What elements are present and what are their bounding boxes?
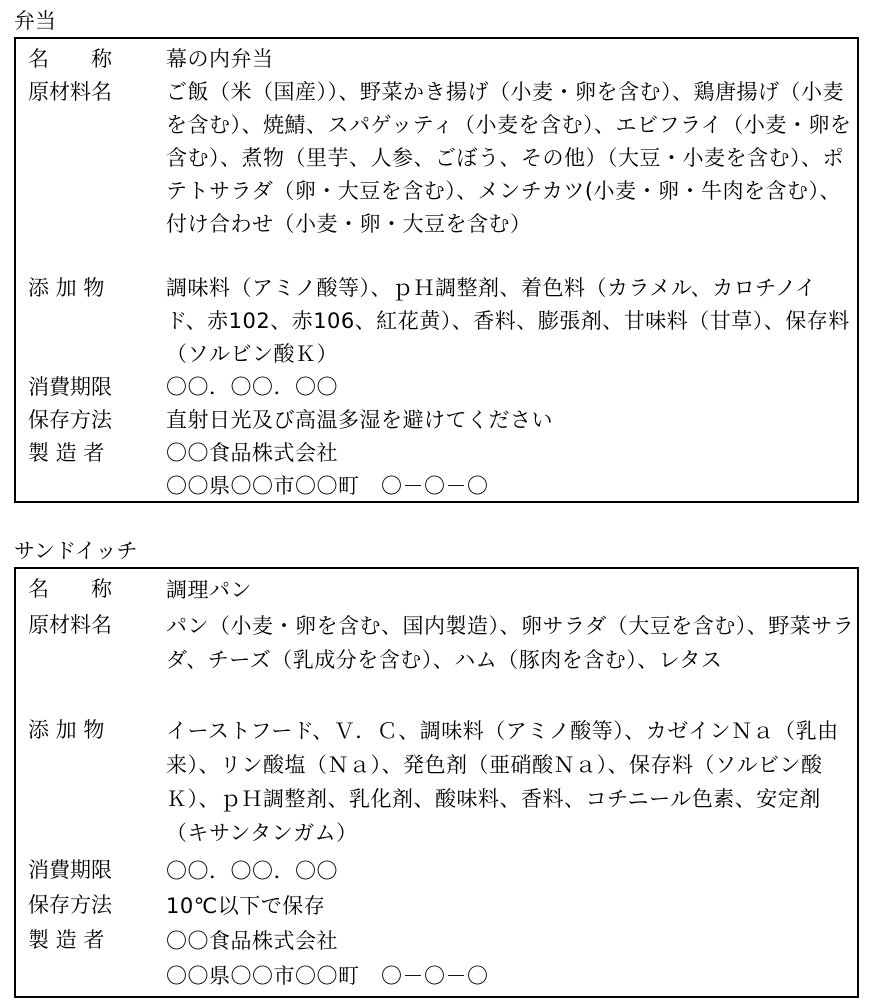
sandwich-ingredients-label: 原材料名 bbox=[28, 613, 112, 637]
sandwich-name-value: 調理パン bbox=[166, 578, 252, 602]
sandwich-additives-label: 添 加 物 bbox=[28, 718, 105, 742]
sandwich-label-box bbox=[14, 567, 859, 998]
bento-expiry-value: 〇〇．〇〇．〇〇 bbox=[166, 375, 338, 399]
bento-row-storage bbox=[16, 404, 857, 437]
bento-storage-label: 保存方法 bbox=[28, 408, 112, 432]
bento-row-ingredients bbox=[16, 76, 857, 272]
sandwich-expiry-value: 〇〇．〇〇．〇〇 bbox=[166, 859, 338, 883]
bento-storage-value: 直射日光及び高温多湿を避けてください bbox=[166, 408, 553, 432]
bento-address-value: 〇〇県〇〇市〇〇町 〇－〇－〇 bbox=[166, 474, 489, 498]
sandwich-manufacturer-label: 製 造 者 bbox=[28, 928, 105, 952]
sandwich-row-ingredients bbox=[16, 609, 857, 711]
sandwich-section-title: サンドイッチ bbox=[14, 539, 138, 563]
bento-expiry-label: 消費期限 bbox=[28, 375, 112, 399]
sandwich-additives-value: イーストフード、Ｖ．Ｃ、調味料（アミノ酸等）、カゼインＮａ（乳由来）、リン酸塩（Ｎａ）、発色剤（亜硝酸Ｎａ）、保存料（ソルビン酸Ｋ）、ｐＨ調整剤、乳化剤、酸味料、香料、コチニール色素、安定剤（キサンタンガム） bbox=[166, 719, 839, 845]
bento-section-title: 弁当 bbox=[14, 9, 56, 33]
sandwich-row-additives bbox=[16, 714, 857, 850]
sandwich-row-address bbox=[16, 959, 857, 993]
bento-ingredients-label: 原材料名 bbox=[28, 80, 112, 104]
sandwich-name-label: 名 称 bbox=[28, 577, 112, 601]
sandwich-storage-label: 保存方法 bbox=[28, 893, 112, 917]
bento-additives-value: 調味料（アミノ酸等）、ｐＨ調整剤、着色料（カラメル、カロチノイド、赤102、赤106、紅花黄）、香料、膨張剤、甘味料（甘草）、保存料（ソルビン酸Ｋ） bbox=[166, 276, 850, 366]
sandwich-ingredients-value: パン（小麦・卵を含む、国内製造）、卵サラダ（大豆を含む）、野菜サラダ、チーズ（乳成分を含む）、ハム（豚肉を含む）、レタス bbox=[166, 614, 855, 672]
bento-row-name bbox=[16, 43, 857, 76]
sandwich-storage-value: 10℃以下で保存 bbox=[166, 894, 326, 918]
bento-row-manufacturer bbox=[16, 437, 857, 470]
sandwich-row-expiry bbox=[16, 854, 857, 888]
sandwich-row-manufacturer bbox=[16, 924, 857, 958]
bento-ingredients-value: ご飯（米（国産））、野菜かき揚げ（小麦・卵を含む）、鶏唐揚げ（小麦を含む）、焼鯖、スパゲッティ（小麦を含む）、エビフライ（小麦・卵を含む）、煮物（里芋、人参、ごぼう、その他）（大豆・小麦を含む）、ポテトサラダ（卵・大豆を含む）、メンチカツ(小麦・卵・牛肉を含む）、付け合わせ（小麦・卵・大豆を含む） bbox=[166, 80, 852, 236]
sandwich-address-value: 〇〇県〇〇市〇〇町 〇－〇－〇 bbox=[166, 964, 489, 988]
sandwich-manufacturer-value: 〇〇食品株式会社 bbox=[166, 929, 338, 953]
bento-label-box bbox=[14, 37, 859, 503]
bento-row-address bbox=[16, 470, 857, 503]
bento-additives-label: 添 加 物 bbox=[28, 276, 105, 300]
bento-name-label: 名 称 bbox=[28, 47, 112, 71]
sandwich-row-storage bbox=[16, 889, 857, 923]
bento-manufacturer-label: 製 造 者 bbox=[28, 441, 105, 465]
sandwich-row-name bbox=[16, 573, 857, 607]
sandwich-expiry-label: 消費期限 bbox=[28, 858, 112, 882]
bento-row-additives bbox=[16, 272, 857, 371]
bento-name-value: 幕の内弁当 bbox=[166, 47, 274, 71]
bento-row-expiry bbox=[16, 371, 857, 404]
bento-manufacturer-value: 〇〇食品株式会社 bbox=[166, 441, 338, 465]
